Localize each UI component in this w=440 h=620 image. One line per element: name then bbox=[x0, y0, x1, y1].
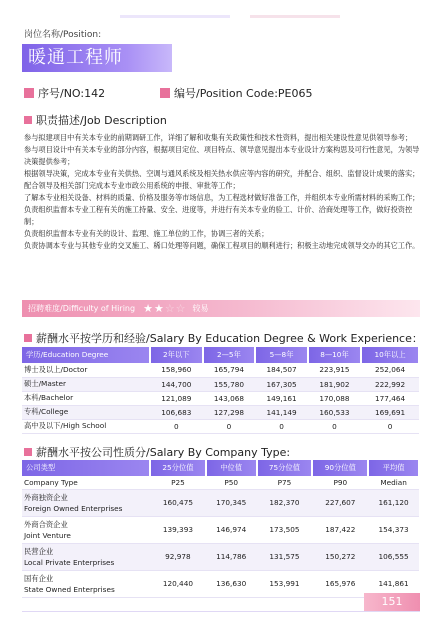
table-cell: 外商合资企业 Joint Venture bbox=[22, 516, 150, 543]
column-header: 25分位值 bbox=[150, 460, 206, 476]
table-cell: 120,440 bbox=[150, 570, 206, 597]
table-cell: 144,700 bbox=[150, 377, 203, 391]
table-cell: 0 bbox=[308, 419, 361, 433]
table-cell: 139,393 bbox=[150, 516, 206, 543]
table-cell: 167,305 bbox=[255, 377, 308, 391]
salary-company-title: 薪酬水平按公司性质分/Salary By Company Type: bbox=[36, 446, 291, 459]
job-description-title: 职责描述/Job Description bbox=[36, 114, 167, 127]
table-header-row bbox=[22, 460, 419, 476]
table-row bbox=[22, 363, 419, 377]
column-header: 5—8年 bbox=[255, 347, 308, 363]
desc-line: 负责组织监督本专业有关的设计、监理、施工单位的工作，协调三者的关系； bbox=[24, 229, 269, 238]
table-cell: 0 bbox=[361, 419, 419, 433]
bottom-divider bbox=[22, 611, 420, 612]
table-cell: 127,298 bbox=[203, 405, 256, 419]
column-header: 10年以上 bbox=[361, 347, 419, 363]
column-header: 公司类型 bbox=[22, 460, 150, 476]
desc-line: 负责组织监督本专业工程有关的施工持量、安全、进度等，并进行有关本专业的验工、计价、洽商处理等工作，做好投资控制； bbox=[24, 205, 413, 226]
table-cell: 158,960 bbox=[150, 363, 203, 377]
table-row bbox=[22, 476, 419, 489]
table-cell: 160,533 bbox=[308, 405, 361, 419]
table-cell: Median bbox=[368, 476, 419, 489]
page-title: 暖通工程师 bbox=[22, 44, 172, 72]
table-row bbox=[22, 377, 419, 391]
column-header: 中位值 bbox=[206, 460, 257, 476]
table-cell: 131,575 bbox=[257, 543, 313, 570]
table-row bbox=[22, 391, 419, 405]
table-cell: 184,507 bbox=[255, 363, 308, 377]
table-cell: P50 bbox=[206, 476, 257, 489]
table-row bbox=[22, 489, 419, 516]
table-cell: 169,691 bbox=[361, 405, 419, 419]
table-cell: 153,991 bbox=[257, 570, 313, 597]
table-cell: 博士及以上/Doctor bbox=[22, 363, 150, 377]
table-cell: 173,505 bbox=[257, 516, 313, 543]
column-header: 2年以下 bbox=[150, 347, 203, 363]
table-cell: 106,683 bbox=[150, 405, 203, 419]
star-empty-icon: ☆☆ bbox=[164, 302, 187, 315]
hiring-difficulty-bar bbox=[22, 300, 420, 317]
table-cell: 92,978 bbox=[150, 543, 206, 570]
table-cell: 177,464 bbox=[361, 391, 419, 405]
table-cell: 本科/Bachelor bbox=[22, 391, 150, 405]
column-header: 2—5年 bbox=[203, 347, 256, 363]
salary-education-title: 薪酬水平按学历和经验/Salary By Education Degree & Work Experience： bbox=[36, 332, 423, 345]
page-number: 151 bbox=[364, 593, 420, 611]
table-cell: 硕士/Master bbox=[22, 377, 150, 391]
table-cell: 141,861 bbox=[368, 570, 419, 597]
salary-company-heading bbox=[24, 444, 290, 460]
table-cell: 181,902 bbox=[308, 377, 361, 391]
table-cell: 146,974 bbox=[206, 516, 257, 543]
top-decoration bbox=[0, 6, 440, 14]
table-row bbox=[22, 405, 419, 419]
table-cell: P25 bbox=[150, 476, 206, 489]
desc-line: 了解本专业相关设备、材料的质量、价格及服务等市场信息，为工程选材做好准备工作，并组织本专业所需材料的采购工作； bbox=[24, 193, 420, 202]
table-cell: P90 bbox=[312, 476, 368, 489]
column-header: 学历/Education Degree bbox=[22, 347, 150, 363]
job-description-heading bbox=[24, 112, 167, 128]
column-header: 8—10年 bbox=[308, 347, 361, 363]
table-cell: 136,630 bbox=[206, 570, 257, 597]
table-row bbox=[22, 516, 419, 543]
table-cell: 182,370 bbox=[257, 489, 313, 516]
table-cell: 专科/College bbox=[22, 405, 150, 419]
table-cell: 0 bbox=[150, 419, 203, 433]
table-cell: Company Type bbox=[22, 476, 150, 489]
hiring-level: 较易 bbox=[192, 304, 209, 313]
desc-line: 参与拟建项目中有关本专业的前期调研工作，详细了解和收集有关政策性和技术性资料，提出相关建设性意见供领导参考； bbox=[24, 133, 413, 142]
desc-line: 配合领导及相关部门完成本专业市政公用系统的申报、审批等工作； bbox=[24, 181, 240, 190]
table-row bbox=[22, 543, 419, 570]
table-cell: 106,555 bbox=[368, 543, 419, 570]
position-code bbox=[160, 85, 312, 101]
table-cell: 187,422 bbox=[312, 516, 368, 543]
column-header: 90分位值 bbox=[312, 460, 368, 476]
table-cell: 161,120 bbox=[368, 489, 419, 516]
table-cell: 149,161 bbox=[255, 391, 308, 405]
code-text: 编号/Position Code:PE065 bbox=[174, 87, 313, 100]
pink-marker-icon bbox=[24, 88, 34, 98]
table-cell: 227,607 bbox=[312, 489, 368, 516]
table-cell: 高中及以下/High School bbox=[22, 419, 150, 433]
table-cell: 114,786 bbox=[206, 543, 257, 570]
table-row bbox=[22, 419, 419, 433]
table-row bbox=[22, 570, 419, 597]
table-cell: 165,976 bbox=[312, 570, 368, 597]
pink-marker-icon bbox=[160, 88, 170, 98]
serial-text: 序号/NO:142 bbox=[38, 87, 106, 100]
table-cell: 155,780 bbox=[203, 377, 256, 391]
table-cell: 民营企业 Local Private Enterprises bbox=[22, 543, 150, 570]
table-cell: 150,272 bbox=[312, 543, 368, 570]
table-cell: 165,794 bbox=[203, 363, 256, 377]
desc-line: 根据领导决策，完成本专业有关供热、空调与通风系统及相关热水供应等内容的研究，并配合、组织、监督设计成果的落实； bbox=[24, 169, 420, 178]
hiring-label: 招聘难度/Difficulty of Hiring bbox=[28, 304, 136, 313]
table-cell: 143,068 bbox=[203, 391, 256, 405]
salary-company-table bbox=[22, 460, 420, 598]
table-cell: 160,475 bbox=[150, 489, 206, 516]
table-cell: 外商独资企业 Foreign Owned Enterprises bbox=[22, 489, 150, 516]
table-cell: 223,915 bbox=[308, 363, 361, 377]
table-cell: 252,064 bbox=[361, 363, 419, 377]
table-cell: 141,149 bbox=[255, 405, 308, 419]
star-filled-icon: ★★ bbox=[143, 302, 165, 315]
table-cell: 170,345 bbox=[206, 489, 257, 516]
job-description-body bbox=[24, 132, 420, 252]
table-cell: P75 bbox=[257, 476, 313, 489]
table-cell: 0 bbox=[255, 419, 308, 433]
table-cell: 0 bbox=[203, 419, 256, 433]
salary-education-table bbox=[22, 347, 420, 434]
pink-marker-icon bbox=[24, 448, 32, 456]
decoration-svg bbox=[0, 13, 440, 21]
pink-marker-icon bbox=[24, 116, 32, 124]
rating-stars bbox=[143, 302, 186, 315]
table-cell: 154,373 bbox=[368, 516, 419, 543]
serial-number bbox=[24, 85, 105, 101]
table-cell: 国有企业 State Owned Enterprises bbox=[22, 570, 150, 597]
column-header: 75分位值 bbox=[257, 460, 313, 476]
desc-line: 参与项目设计中有关本专业的部分内容，根据项目定位、项目特点、领导意见提出本专业设计方案构思及可行性意见，为领导决策提供参考； bbox=[24, 145, 420, 166]
table-header-row bbox=[22, 347, 419, 363]
table-cell: 121,089 bbox=[150, 391, 203, 405]
salary-education-heading bbox=[24, 330, 423, 346]
table-cell: 170,088 bbox=[308, 391, 361, 405]
desc-line: 负责协调本专业与其他专业的交叉施工、稀口处理等问题，确保工程项目的顺利进行；积极主动地完成领导交办的其它工作。 bbox=[24, 241, 420, 250]
pink-marker-icon bbox=[24, 334, 32, 342]
column-header: 平均值 bbox=[368, 460, 419, 476]
table-cell: 222,992 bbox=[361, 377, 419, 391]
position-label: 岗位名称/Position: bbox=[24, 30, 102, 40]
